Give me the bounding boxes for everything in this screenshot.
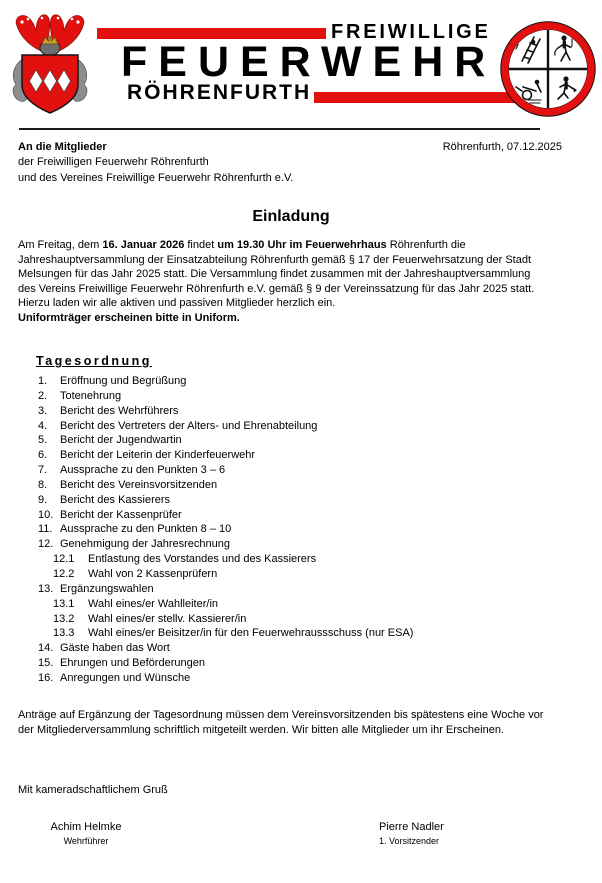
signature-name: Achim Helmke (50, 821, 122, 833)
agenda-item-text: Ergänzungswahlen (60, 582, 154, 595)
agenda-item-text: Bericht des Wehrführers (60, 404, 179, 417)
signature-name: Pierre Nadler (379, 821, 444, 833)
agenda-item-number: 4. (38, 419, 48, 432)
agenda-item-text: Eröffnung und Begrüßung (60, 375, 187, 387)
agenda-list (0, 374, 602, 686)
agenda-item (0, 419, 602, 434)
agenda-item (0, 641, 602, 656)
intro-text-segment: Jahreshauptversammlung der Einsatzabteilung Röhrenfurth gemäß § 17 der Feuerwehrsatzung der Stadt (18, 253, 532, 266)
recipient-block (18, 140, 293, 186)
letter-title: Einladung (252, 208, 330, 225)
header-rule (19, 128, 540, 130)
agenda-item (0, 537, 602, 552)
agenda-item-number: 8. (38, 478, 48, 491)
agenda-item-number: 7. (38, 464, 48, 477)
agenda-item-number: 9. (38, 493, 48, 506)
agenda-item-number: 13.2 (53, 612, 75, 625)
agenda-item-text: Genehmigung der Jahresrechnung (60, 538, 231, 551)
agenda-item-number: 12. (38, 538, 54, 551)
agenda-item-number: 16. (38, 671, 54, 684)
agenda-item-number: 10. (38, 508, 54, 521)
agenda-item-number: 2. (38, 389, 48, 402)
signature-block-wehrfuehrer (46, 821, 126, 847)
agenda-item-number: 14. (38, 642, 54, 655)
agenda-item-text: Entlastung des Vorstandes und des Kassierers (88, 553, 317, 566)
intro-line (18, 267, 534, 282)
agenda-item-text: Bericht des Kassierers (60, 493, 171, 506)
intro-line (18, 311, 534, 326)
intro-line (18, 253, 534, 268)
signature-block-vorsitzender (379, 821, 444, 847)
agenda-item (0, 508, 602, 523)
intro-text-segment: Röhrenfurth die (386, 239, 466, 251)
agenda-item-number: 5. (38, 434, 48, 447)
intro-text-segment: 16. Januar 2026 (102, 239, 185, 251)
agenda-item (0, 597, 602, 612)
agenda-item (0, 671, 602, 686)
brand-feuerwehr: FEUERWEHR (121, 38, 497, 86)
agenda-item-number: 11. (38, 523, 53, 536)
agenda-item-text: Aussprache zu den Punkten 8 – 10 (60, 523, 232, 536)
agenda-item (0, 626, 602, 641)
intro-line (18, 238, 534, 253)
closing-paragraph (18, 708, 543, 737)
agenda-item-text: Bericht der Leiterin der Kinderfeuerwehr (60, 449, 256, 462)
intro-text-segment: Am Freitag, dem (18, 239, 103, 251)
agenda-heading: Tagesordnung (36, 354, 152, 368)
signature-role: Wehrführer (63, 836, 109, 846)
agenda-item-number: 12.1 (53, 553, 75, 566)
agenda-item-number: 6. (38, 449, 48, 462)
agenda-item (0, 404, 602, 419)
agenda-item-number: 13.3 (53, 627, 75, 640)
agenda-item (0, 582, 602, 597)
agenda-item (0, 612, 602, 627)
agenda-item (0, 493, 602, 508)
recipient-line: und des Vereines Freiwillige Feuerwehr Röhrenfurth e.V. (18, 171, 294, 184)
intro-text-segment: Melsungen für das Jahr 2025 statt. Die Versammlung findet zusammen mit der Jahreshauptversammlung (18, 268, 531, 280)
agenda-item (0, 552, 602, 567)
intro-line (18, 282, 534, 297)
agenda-item (0, 389, 602, 404)
agenda-item (0, 656, 602, 671)
agenda-item (0, 374, 602, 389)
intro-line (18, 296, 534, 311)
intro-text-segment: Hierzu laden wir alle aktiven und passiven Mitglieder herzlich ein. (18, 297, 336, 309)
signature-role: 1. Vorsitzender (379, 836, 440, 846)
fire-brigade-emblem-icon (500, 21, 596, 117)
coat-of-arms-icon (6, 7, 98, 120)
agenda-item (0, 433, 602, 448)
salutation: Mit kameradschaftlichem Gruß (18, 784, 168, 796)
intro-text-segment: des Vereins Freiwillige Feuerwehr Röhrenfurth e.V. gemäß § 9 der Vereinssatzung für das Jahr 2025 statt. (18, 282, 535, 295)
intro-paragraph (18, 238, 534, 325)
intro-text-segment: um 19.30 Uhr im Feuerwehrhaus (217, 239, 387, 251)
agenda-item-text: Bericht der Kassenprüfer (60, 508, 182, 521)
agenda-item-number: 3. (38, 404, 48, 417)
agenda-item-text: Bericht des Vereinsvorsitzenden (60, 478, 218, 491)
intro-text-segment: Uniformträger erscheinen bitte in Uniform. (18, 311, 240, 324)
closing-line: Anträge auf Ergänzung der Tagesordnung müssen dem Vereinsvorsitzenden bis spätestens eine Woche vor (18, 709, 544, 721)
agenda-item-text: Wahl von 2 Kassenprüfern (88, 567, 218, 580)
brand-roehrenfurth: RÖHRENFURTH (127, 81, 312, 104)
agenda-item-number: 1. (38, 375, 48, 387)
recipient-line: der Freiwilligen Feuerwehr Röhrenfurth (18, 156, 209, 169)
agenda-item-text: Bericht des Vertreters der Alters- und Ehrenabteilung (60, 419, 318, 432)
agenda-item (0, 448, 602, 463)
agenda-item-text: Totenehrung (60, 389, 122, 402)
recipient-line: An die Mitglieder (18, 141, 107, 153)
agenda-item (0, 478, 602, 493)
agenda-item-number: 13.1 (53, 597, 75, 610)
agenda-item-text: Wahl eines/er stellv. Kassierer/in (88, 612, 247, 625)
agenda-item (0, 522, 602, 537)
agenda-item-text: Wahl eines/er Wahlleiter/in (88, 597, 219, 610)
closing-line: der Mitgliederversammlung schriftlich mitgeteilt werden. Wir bitten alle Mitglieder um ihr Erscheinen. (18, 723, 505, 736)
agenda-item (0, 567, 602, 582)
agenda-item-number: 12.2 (53, 567, 75, 580)
intro-text-segment: findet (184, 239, 218, 251)
agenda-item-number: 13. (38, 582, 54, 595)
agenda-item-text: Ehrungen und Beförderungen (60, 657, 205, 670)
brand-freiwillige: FREIWILLIGE (331, 21, 491, 43)
agenda-item (0, 463, 602, 478)
agenda-item-text: Aussprache zu den Punkten 3 – 6 (60, 464, 226, 477)
agenda-item-text: Wahl eines/er Beisitzer/in für den Feuerwehraussschuss (nur ESA) (88, 627, 414, 640)
agenda-item-number: 15. (38, 657, 54, 670)
agenda-item-text: Bericht der Jugendwartin (60, 434, 182, 447)
agenda-item-text: Gäste haben das Wort (60, 642, 170, 655)
agenda-item-text: Anregungen und Wünsche (60, 671, 191, 684)
place-date: Röhrenfurth, 07.12.2025 (442, 141, 562, 153)
